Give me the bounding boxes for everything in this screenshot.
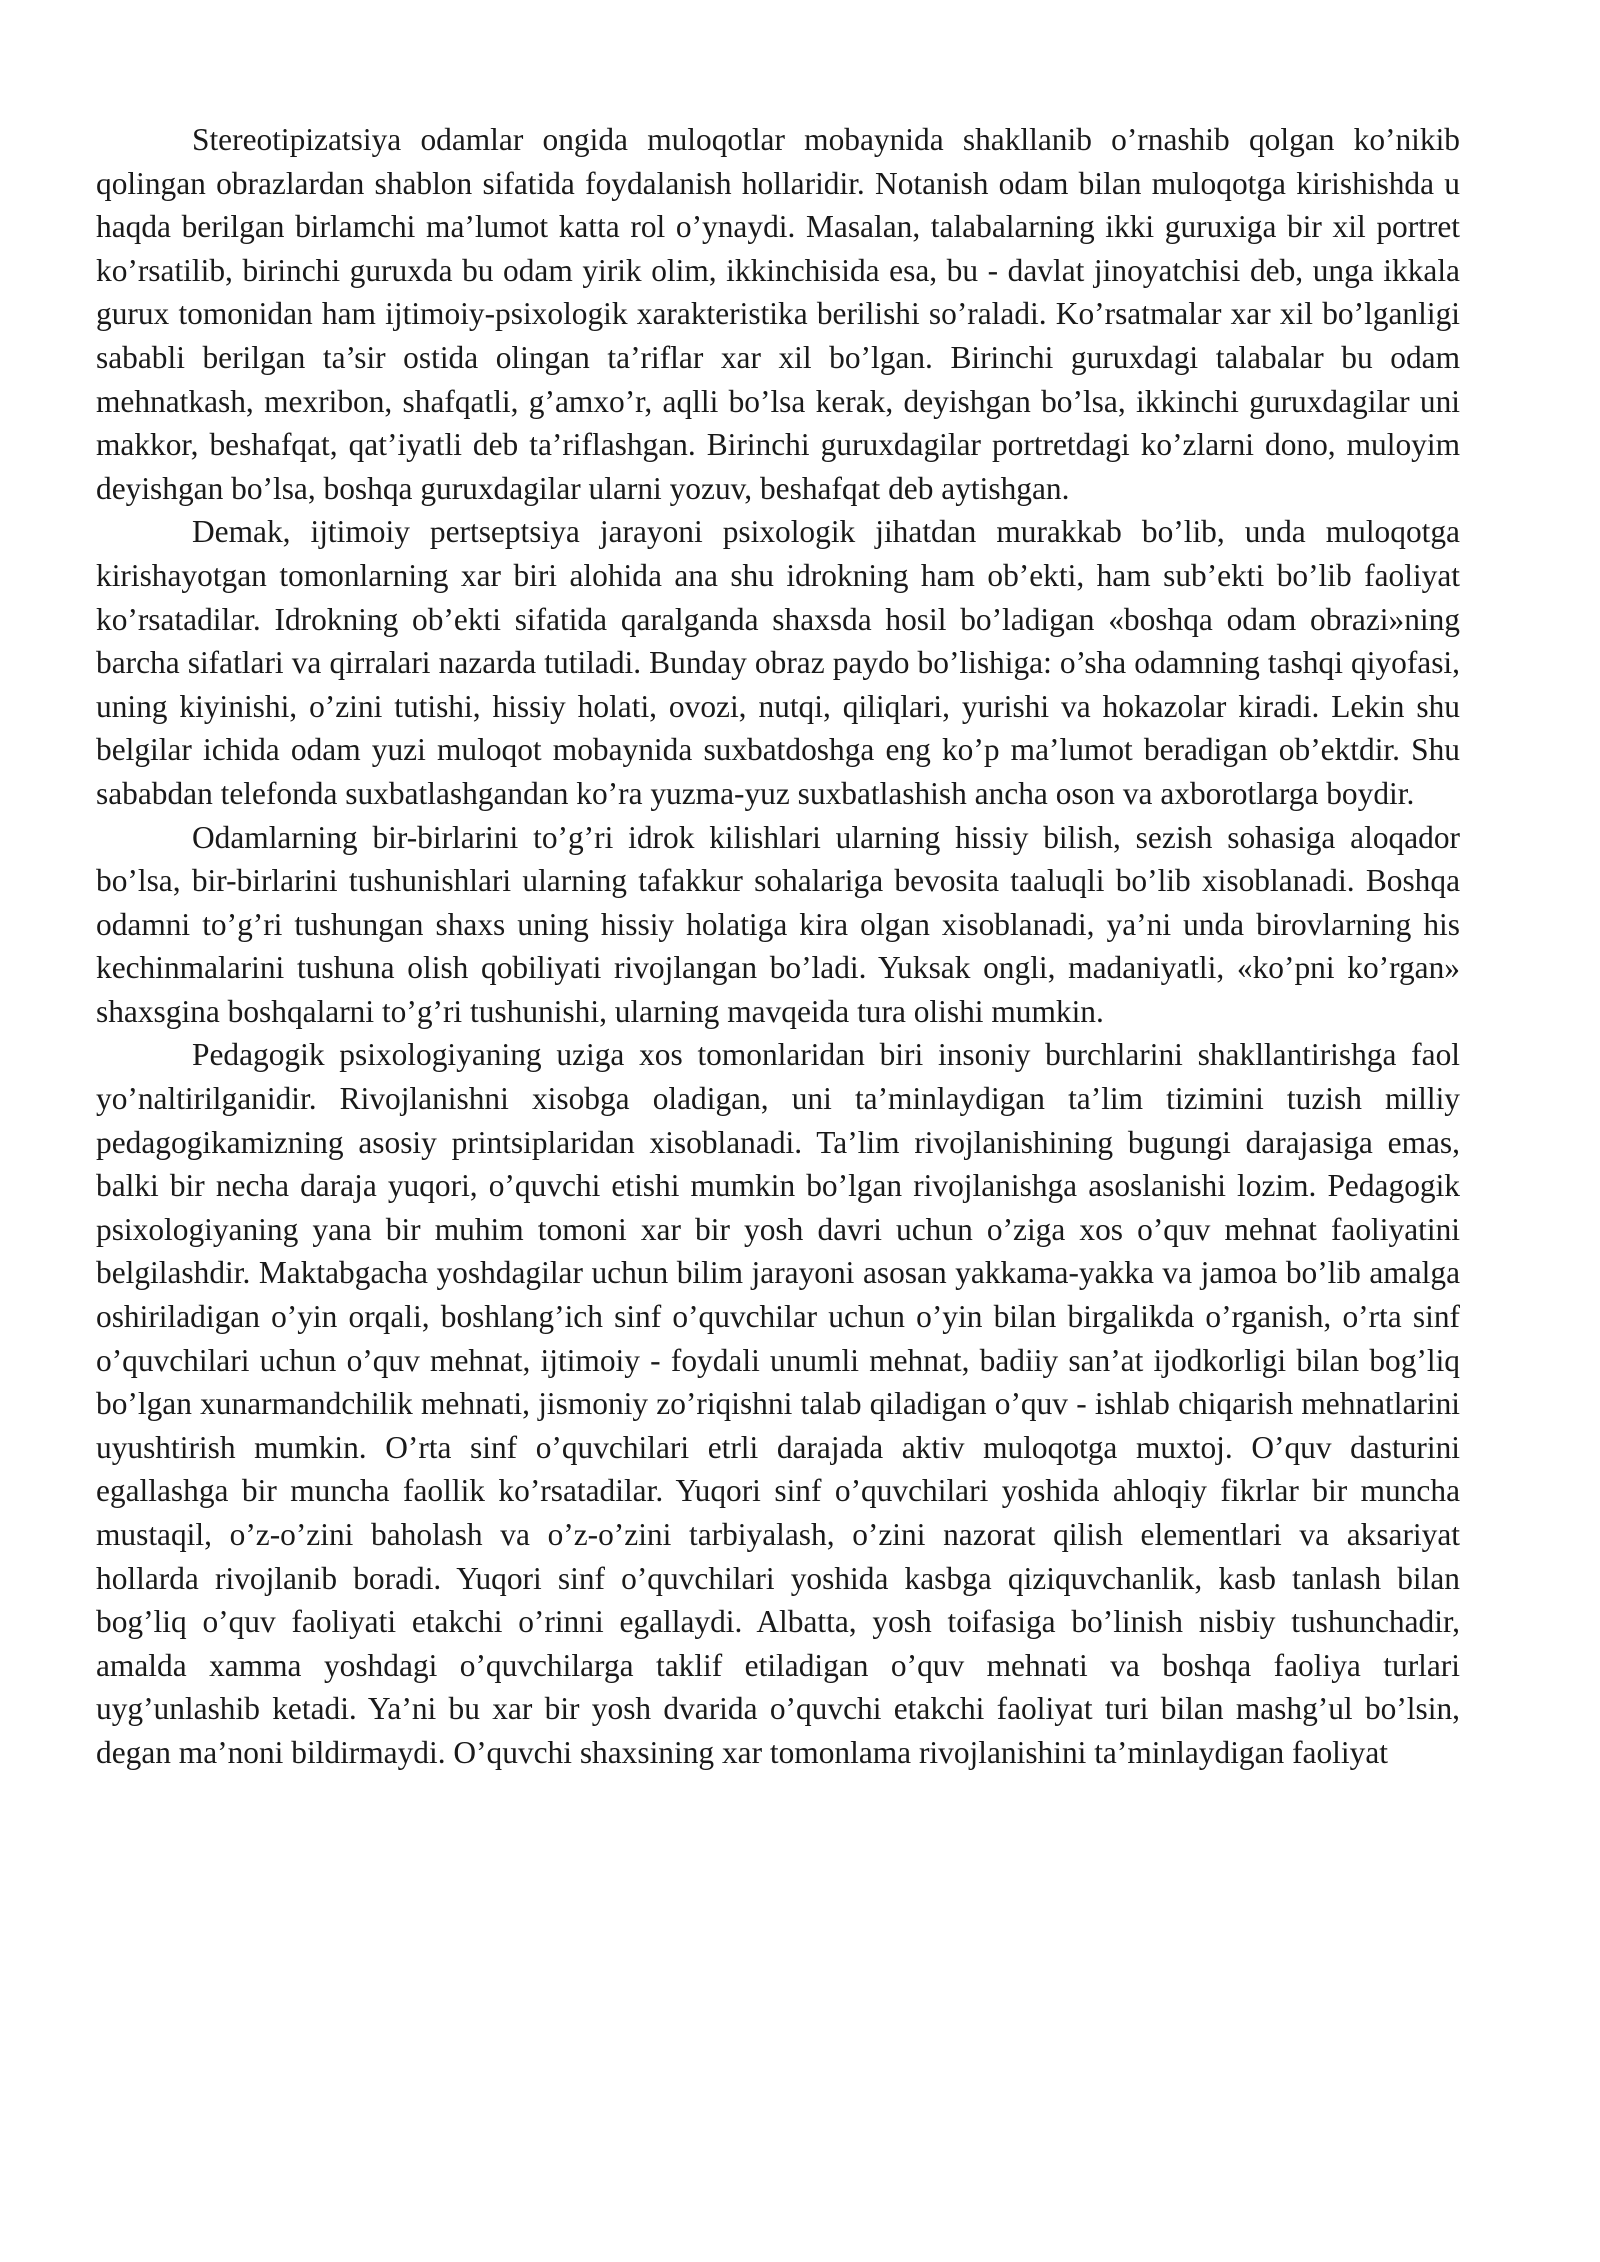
paragraph-social-perception: Demak, ijtimoiy pertseptsiya jarayoni psixologik jihatdan murakkab bo’lib, unda muloqotga kirishayotgan tomonlarning xar biri alohida ana shu idrokning ham ob’ekti, ham sub’ekti bo’lib faoliyat ko’rsatadilar. Idrokning ob’ekti sifatida qaralganda shaxsda hosil bo’ladigan «boshqa odam obrazi»ning barcha sifatlari va qirralari nazarda tutiladi. Bunday obraz paydo bo’lishiga: o’sha odamning tashqi qiyofasi, uning kiyinishi, o’zini tutishi, hissiy holati, ovozi, nutqi, qiliqlari, yurishi va hokazolar kiradi. Lekin shu belgilar ichida odam yuzi muloqot mobaynida suxbatdoshga eng ko’p ma’lumot beradigan ob’ektdir. Shu sababdan telefonda suxbatlashgandan ko’ra yuzma-yuz suxbatlashish ancha oson va axborotlarga boydir. (96, 514, 1460, 811)
body-text (96, 118, 1460, 1775)
paragraph-stereotyping: Stereotipizatsiya odamlar ongida muloqotlar mobaynida shakllanib o’rnashib qolgan ko’nikib qolingan obrazlardan shablon sifatida foydalanish hollaridir. Notanish odam bilan muloqotga kirishishda u haqda berilgan birlamchi ma’lumot katta rol o’ynaydi. Masalan, talabalarning ikki guruxiga bir xil portret ko’rsatilib, birinchi guruxda bu odam yirik olim, ikkinchisida esa, bu - davlat jinoyatchisi deb, unga ikkala gurux tomonidan ham ijtimoiy-psixologik xarakteristika berilishi so’raladi. Ko’rsatmalar xar xil bo’lganligi sababli berilgan ta’sir ostida olingan ta’riflar xar xil bo’lgan. Birinchi guruxdagi talabalar bu odam mehnatkash, mexribon, shafqatli, g’amxo’r, aqlli bo’lsa kerak, deyishgan bo’lsa, ikkinchi guruxdagilar uni makkor, beshafqat, qat’iyatli deb ta’riflashgan. Birinchi guruxdagilar portretdagi ko’zlarni dono, muloyim deyishgan bo’lsa, boshqa guruxdagilar ularni yozuv, beshafqat deb aytishgan. (96, 122, 1460, 506)
paragraph-pedagogical-psychology: Pedagogik psixologiyaning uziga xos tomonlaridan biri insoniy burchlarini shakllantirishga faol yo’naltirilganidir. Rivojlanishni xisobga oladigan, uni ta’minlaydigan ta’lim tizimini tuzish milliy pedagogikamizning asosiy printsiplaridan xisoblanadi. Ta’lim rivojlanishining bugungi darajasiga emas, balki bir necha daraja yuqori, o’quvchi etishi mumkin bo’lgan rivojlanishga asoslanishi lozim. Pedagogik psixologiyaning yana bir muhim tomoni xar bir yosh davri uchun o’ziga xos o’quv mehnat faoliyatini belgilashdir. Maktabgacha yoshdagilar uchun bilim jarayoni asosan yakkama-yakka va jamoa bo’lib amalga oshiriladigan o’yin orqali, boshlang’ich sinf o’quvchilar uchun o’yin bilan birgalikda o’rganish, o’rta sinf o’quvchilari uchun o’quv mehnat, ijtimoiy - foydali unumli mehnat, badiiy san’at ijodkorligi bilan bog’liq bo’lgan xunarmandchilik mehnati, jismoniy zo’riqishni talab qiladigan o’quv - ishlab chiqarish mehnatlarini uyushtirish mumkin. O’rta sinf o’quvchilari etrli darajada aktiv muloqotga muxtoj. O’quv dasturini egallashga bir muncha faollik ko’rsatadilar. Yuqori sinf o’quvchilari yoshida ahloqiy fikrlar bir muncha mustaqil, o’z-o’zini baholash va o’z-o’zini tarbiyalash, o’zini nazorat qilish elementlari va aksariyat hollarda rivojlanib boradi. Yuqori sinf o’quvchilari yoshida kasbga qiziquvchanlik, kasb tanlash bilan bog’liq o’quv faoliyati etakchi o’rinni egallaydi. Albatta, yosh toifasiga bo’linish nisbiy tushunchadir, amalda xamma yoshdagi o’quvchilarga taklif etiladigan o’quv mehnati va boshqa faoliya turlari uyg’unlashib ketadi. Ya’ni bu xar bir yosh dvarida o’quvchi etakchi faoliyat turi bilan mashg’ul bo’lsin, degan ma’noni bildirmaydi. O’quvchi shaxsining xar tomonlama rivojlanishini ta’minlaydigan faoliyat (96, 1037, 1460, 1770)
paragraph-mutual-understanding: Odamlarning bir-birlarini to’g’ri idrok kilishlari ularning hissiy bilish, sezish sohasiga aloqador bo’lsa, bir-birlarini tushunishlari ularning tafakkur sohalariga bevosita taaluqli bo’lib xisoblanadi. Boshqa odamni to’g’ri tushungan shaxs uning hissiy holatiga kira olgan xisoblanadi, ya’ni unda birovlarning his kechinmalarini tushuna olish qobiliyati rivojlangan bo’ladi. Yuksak ongli, madaniyatli, «ko’pni ko’rgan» shaxsgina boshqalarni to’g’ri tushunishi, ularning mavqeida tura olishi mumkin. (96, 819, 1460, 1029)
